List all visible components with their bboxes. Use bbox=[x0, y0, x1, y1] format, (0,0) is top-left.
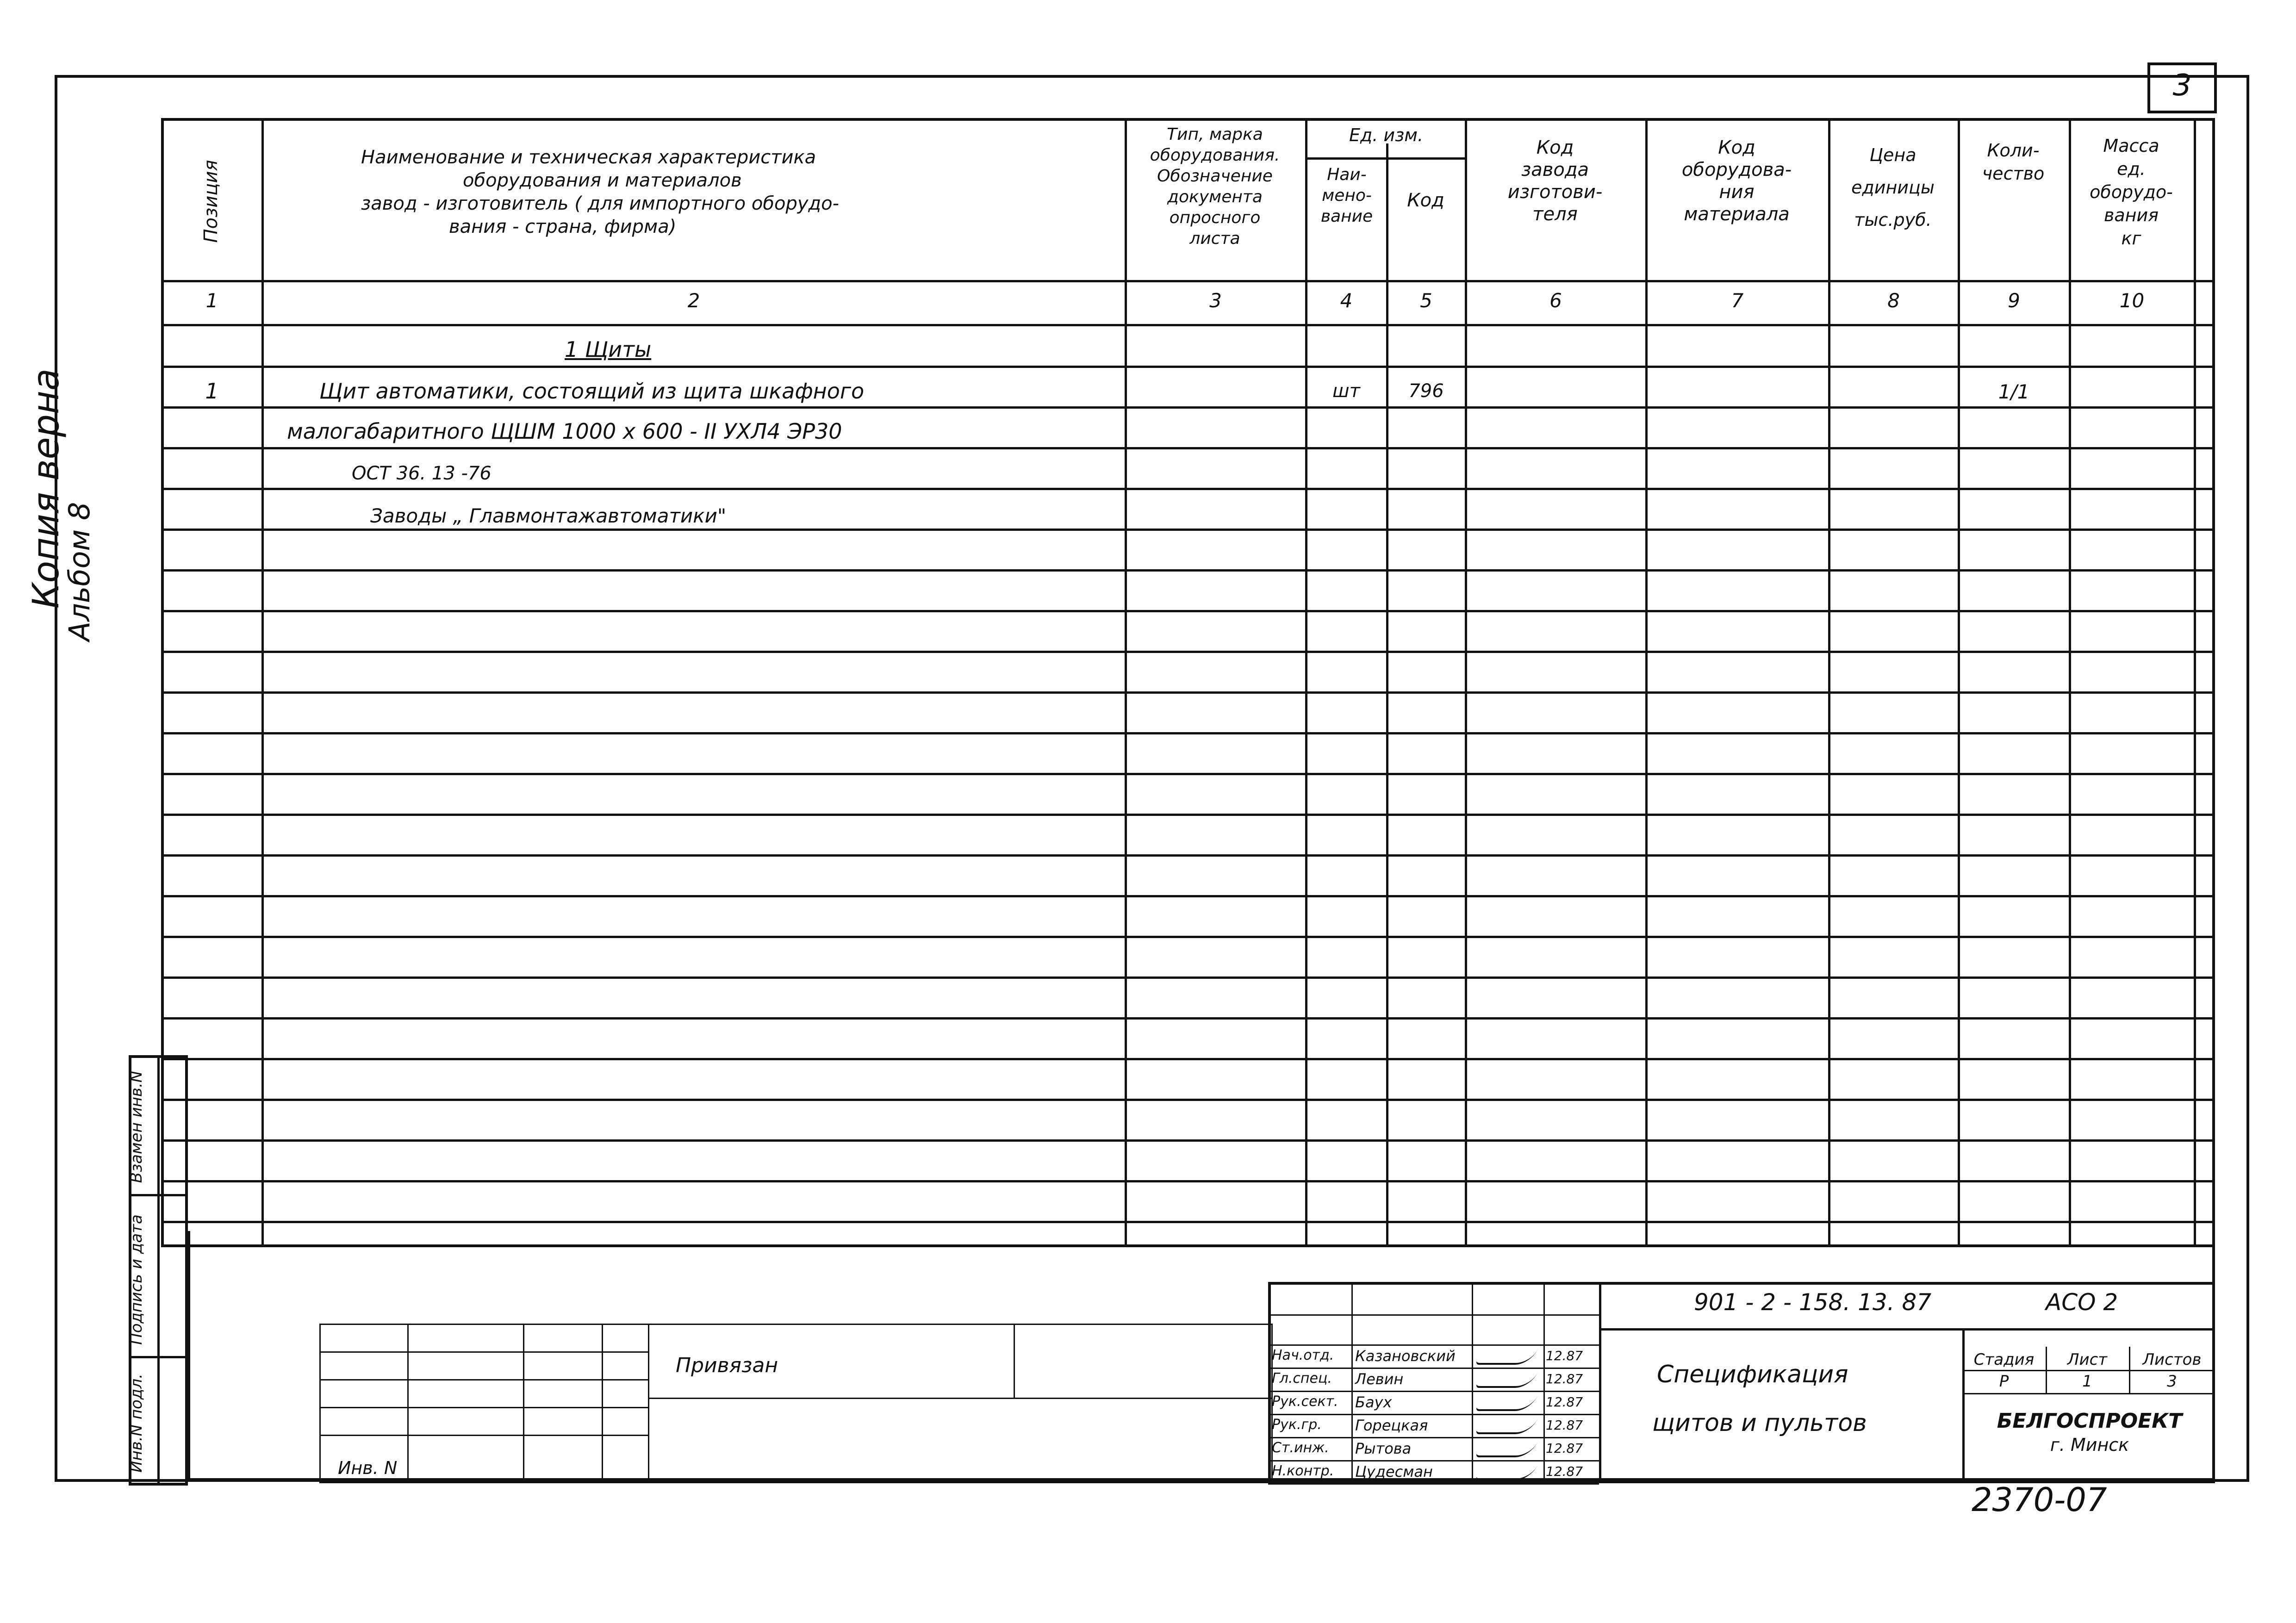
signature-row-line bbox=[1268, 1368, 1599, 1369]
header-mass-line: кг bbox=[2121, 228, 2141, 249]
sheets-label: Листов bbox=[2142, 1350, 2202, 1369]
col-number: 8 bbox=[1887, 289, 1900, 312]
title-block-divider bbox=[1599, 1282, 1601, 1483]
doc-title-line2: щитов и пультов bbox=[1652, 1409, 1867, 1437]
signature-row-line bbox=[1268, 1437, 1599, 1438]
item-unit-code: 796 bbox=[1408, 380, 1444, 402]
sheet-number: 3 bbox=[2172, 68, 2192, 103]
signature-name: Баух bbox=[1355, 1393, 1392, 1411]
header-maker-code-line: теля bbox=[1532, 204, 1578, 225]
title-block-divider bbox=[1351, 1282, 1353, 1483]
title-block-divider bbox=[1599, 1328, 2215, 1331]
stage-label: Стадия bbox=[1973, 1350, 2035, 1369]
signature-date: 12.87 bbox=[1546, 1371, 1583, 1387]
binding-divider bbox=[1014, 1324, 1015, 1398]
col-number: 3 bbox=[1209, 289, 1222, 312]
col-number: 10 bbox=[2119, 289, 2145, 312]
table-row-line bbox=[161, 1017, 2215, 1020]
unit-group-line bbox=[1305, 157, 1465, 160]
header-type-line: опросного bbox=[1169, 208, 1261, 227]
item-name-line: ОСТ 36. 13 -76 bbox=[352, 463, 492, 484]
header-unit-code: Код bbox=[1407, 190, 1444, 211]
copy-true-note: Копия верна bbox=[25, 368, 67, 609]
col-number: 4 bbox=[1340, 289, 1353, 312]
binding-divider bbox=[648, 1324, 649, 1483]
table-row-line bbox=[161, 447, 2215, 449]
table-row-line bbox=[161, 1221, 2215, 1223]
header-type-line: листа bbox=[1189, 229, 1240, 248]
col-line bbox=[1305, 118, 1307, 1247]
col-line bbox=[1828, 118, 1830, 1247]
table-row-line bbox=[161, 406, 2215, 409]
table-row-line bbox=[161, 976, 2215, 979]
signature-row-line bbox=[1268, 1460, 1599, 1461]
table-row-line bbox=[161, 814, 2215, 816]
binding-label: Привязан bbox=[676, 1354, 778, 1377]
header-maker-code bbox=[1467, 137, 1643, 225]
header-maker-code-line: Код bbox=[1536, 137, 1574, 158]
binding-divider bbox=[523, 1324, 524, 1483]
table-row-line bbox=[161, 610, 2215, 612]
signature-date: 12.87 bbox=[1546, 1464, 1583, 1479]
table-row-line bbox=[161, 1180, 2215, 1182]
table-row-line bbox=[161, 1139, 2215, 1142]
signature-role: Рук.сект. bbox=[1272, 1393, 1338, 1410]
col-line bbox=[1125, 118, 1127, 1247]
header-type-line: оборудования. bbox=[1150, 146, 1280, 165]
title-block-divider bbox=[1962, 1393, 2215, 1394]
binding-divider bbox=[407, 1324, 409, 1483]
signature-date: 12.87 bbox=[1546, 1348, 1583, 1363]
table-row-line bbox=[161, 773, 2215, 775]
binding-divider bbox=[602, 1324, 603, 1483]
item-name-line: малогабаритного ЩШМ 1000 x 600 - II УХЛ4 ЭР30 bbox=[287, 419, 842, 444]
header-position: Позиция bbox=[200, 160, 222, 243]
signature-row-line bbox=[1268, 1414, 1599, 1415]
table-row-line bbox=[161, 366, 2215, 368]
signature-date: 12.87 bbox=[1546, 1394, 1583, 1410]
col-line bbox=[1958, 118, 1960, 1247]
header-type-line: Тип, марка bbox=[1167, 125, 1263, 144]
binding-divider bbox=[319, 1379, 648, 1380]
section-title: 1 Щиты bbox=[565, 337, 652, 362]
col-line bbox=[2069, 118, 2071, 1247]
org-city: г. Минск bbox=[2050, 1435, 2129, 1455]
header-maker-code-line: изготови- bbox=[1507, 181, 1603, 203]
header-quantity bbox=[1960, 139, 2066, 185]
item-position: 1 bbox=[205, 379, 219, 404]
signature-date: 12.87 bbox=[1546, 1441, 1583, 1456]
header-quantity-line: Коли- bbox=[1987, 140, 2040, 161]
item-quantity: 1/1 bbox=[1998, 380, 2030, 403]
header-mass bbox=[2071, 134, 2191, 250]
header-name-line: оборудования и материалов bbox=[463, 170, 742, 191]
header-maker-code-line: завода bbox=[1521, 159, 1589, 180]
sheets-value: 3 bbox=[2167, 1372, 2177, 1391]
table-row-line bbox=[161, 936, 2215, 938]
replace-inv-label: Взамен инв.N bbox=[127, 1070, 146, 1183]
signature-row-line bbox=[1268, 1391, 1599, 1392]
header-type bbox=[1127, 124, 1303, 249]
col-line bbox=[261, 118, 264, 1247]
col-number: 2 bbox=[687, 289, 700, 312]
table-row-line bbox=[161, 732, 2215, 734]
binding-divider bbox=[648, 1398, 1273, 1399]
binding-inv: Инв. N bbox=[338, 1458, 398, 1478]
header-equip-code-line: ния bbox=[1719, 181, 1755, 203]
album-note: Альбом 8 bbox=[62, 502, 96, 641]
sign-date-label: Подпись и дата bbox=[127, 1214, 146, 1345]
table-row-line bbox=[161, 854, 2215, 857]
table-row-line bbox=[161, 1058, 2215, 1060]
header-unit-name-line: мено- bbox=[1322, 186, 1372, 205]
signature-role: Нач.отд. bbox=[1272, 1347, 1334, 1363]
header-type-line: документа bbox=[1167, 187, 1263, 206]
header-name-line: завод - изготовитель ( для импортного оборудо- bbox=[361, 193, 840, 214]
item-name-line: Заводы „ Главмонтажавтоматики" bbox=[370, 504, 727, 527]
archive-number: 2370-07 bbox=[1972, 1481, 2107, 1519]
header-equip-code-line: оборудова- bbox=[1681, 159, 1792, 180]
header-price-line: тыс.руб. bbox=[1854, 210, 1932, 230]
title-block-divider bbox=[1543, 1282, 1545, 1483]
title-block-divider bbox=[1962, 1370, 2215, 1371]
inv-orig-label: Инв.N подл. bbox=[127, 1374, 146, 1473]
signature-name: Казановский bbox=[1355, 1347, 1456, 1365]
signature-role: Рук.гр. bbox=[1272, 1417, 1322, 1433]
table-row-line bbox=[161, 651, 2215, 653]
col-line bbox=[2194, 118, 2196, 1247]
col-number: 6 bbox=[1549, 289, 1562, 312]
header-equip-code-line: Код bbox=[1718, 137, 1755, 158]
signature-row-line bbox=[1268, 1483, 1599, 1485]
header-price-line: единицы bbox=[1851, 177, 1935, 198]
header-bottom bbox=[161, 280, 2215, 282]
col-number: 7 bbox=[1731, 289, 1744, 312]
header-equip-code bbox=[1648, 137, 1826, 225]
header-name bbox=[278, 146, 1120, 238]
header-unit-name bbox=[1307, 164, 1386, 227]
table-row-line bbox=[161, 691, 2215, 694]
table-row-line bbox=[161, 529, 2215, 531]
signature-role: Гл.спец. bbox=[1272, 1370, 1332, 1387]
signature-name: Цудесман bbox=[1355, 1463, 1433, 1480]
title-block-divider bbox=[1472, 1282, 1473, 1483]
header-unit-name-line: Наи- bbox=[1327, 165, 1367, 184]
title-block-divider bbox=[1268, 1344, 1599, 1346]
set-code: АСО 2 bbox=[2046, 1289, 2118, 1316]
numbers-bottom bbox=[161, 324, 2215, 326]
spec-table bbox=[161, 118, 2215, 1247]
signature-role: Н.контр. bbox=[1272, 1463, 1334, 1479]
signature-role: Ст.инж. bbox=[1272, 1440, 1329, 1456]
col-line bbox=[1645, 118, 1648, 1247]
header-mass-line: оборудо- bbox=[2090, 182, 2173, 202]
header-price bbox=[1830, 139, 1955, 236]
header-type-line: Обозначение bbox=[1157, 167, 1273, 186]
header-name-line: Наименование и техническая характеристика bbox=[361, 147, 816, 168]
table-row-line bbox=[161, 1099, 2215, 1101]
stage-value: Р bbox=[1999, 1372, 2009, 1391]
header-unit-group: Ед. изм. bbox=[1349, 125, 1424, 145]
item-name-line: Щит автоматики, состоящий из щита шкафного bbox=[319, 379, 865, 404]
binding-divider bbox=[319, 1351, 648, 1353]
binding-block bbox=[319, 1324, 1273, 1483]
sheet-value: 1 bbox=[2082, 1372, 2092, 1391]
col-number: 1 bbox=[205, 289, 218, 312]
signature-name: Левин bbox=[1355, 1370, 1404, 1388]
header-mass-line: ед. bbox=[2117, 159, 2146, 179]
org-name: БЕЛГОСПРОЕКТ bbox=[1997, 1409, 2183, 1433]
item-unit: шт bbox=[1332, 380, 1360, 402]
binding-divider bbox=[319, 1435, 648, 1436]
header-equip-code-line: материала bbox=[1684, 204, 1790, 225]
signature-date: 12.87 bbox=[1546, 1418, 1583, 1433]
header-name-line: вания - страна, фирма) bbox=[449, 216, 677, 237]
header-price-line: Цена bbox=[1869, 145, 1916, 165]
signature-name: Рытова bbox=[1355, 1440, 1412, 1457]
header-quantity-line: чество bbox=[1982, 163, 2045, 184]
sheet-label: Лист bbox=[2067, 1350, 2108, 1369]
signature-name: Горецкая bbox=[1355, 1417, 1428, 1434]
doc-code: 901 - 2 - 158. 13. 87 bbox=[1694, 1289, 1932, 1316]
title-block-divider bbox=[1268, 1314, 1599, 1316]
doc-title-line1: Спецификация bbox=[1657, 1361, 1848, 1388]
col-number: 9 bbox=[2008, 289, 2020, 312]
header-mass-line: Масса bbox=[2103, 136, 2159, 156]
binding-divider bbox=[319, 1407, 648, 1408]
table-row-line bbox=[161, 895, 2215, 897]
left-stamp-divider bbox=[157, 1055, 160, 1486]
table-row-line bbox=[161, 488, 2215, 490]
table-row-line bbox=[161, 569, 2215, 572]
header-mass-line: вания bbox=[2103, 205, 2159, 225]
header-unit-name-line: вание bbox=[1320, 207, 1373, 226]
col-number: 5 bbox=[1420, 289, 1432, 312]
col-line bbox=[1465, 118, 1467, 1247]
